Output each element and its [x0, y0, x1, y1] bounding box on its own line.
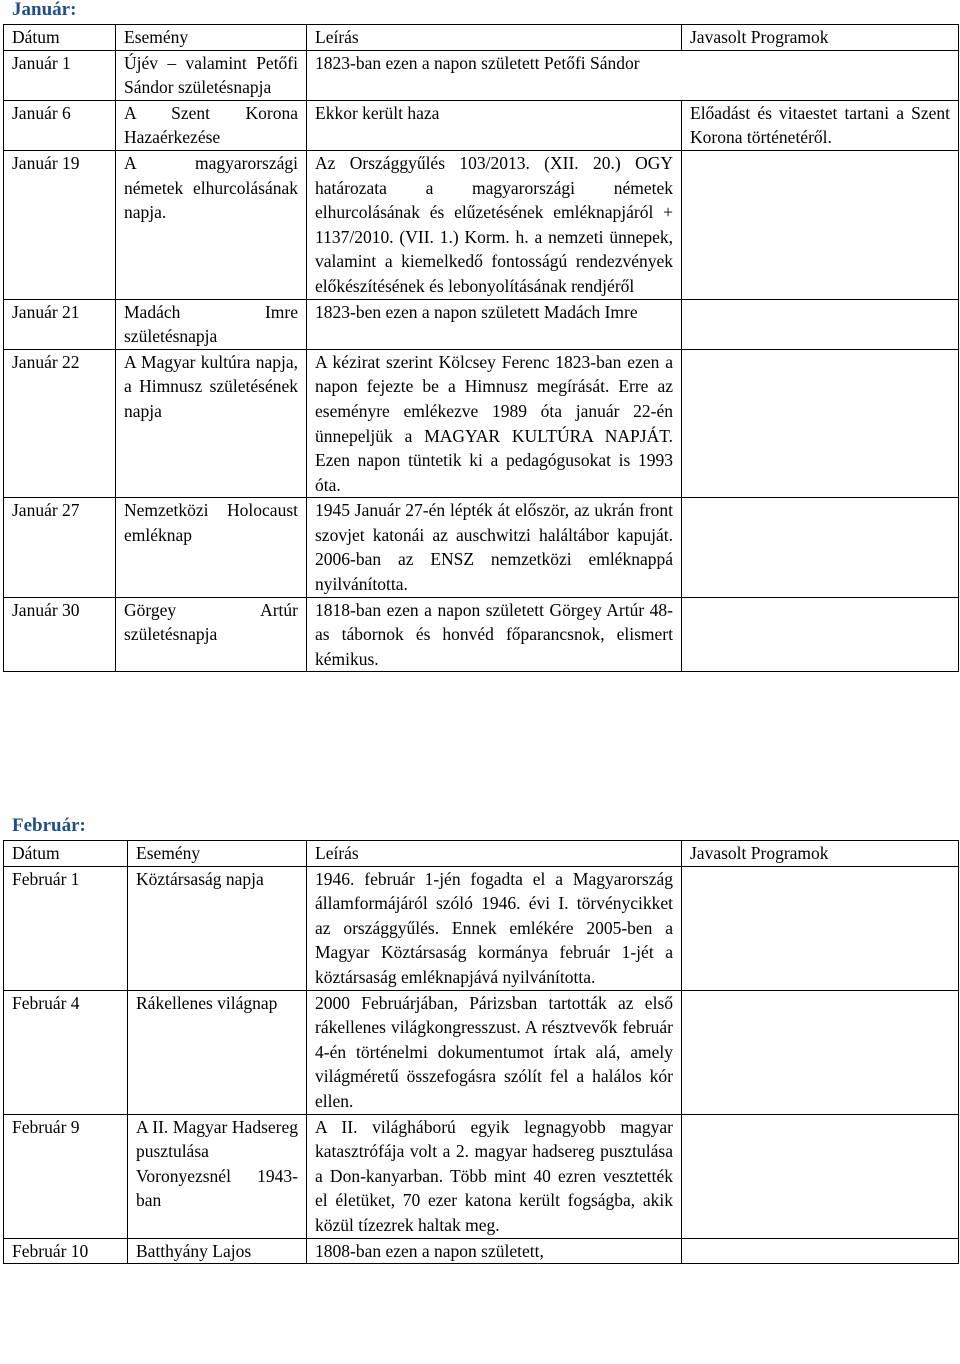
january-heading: Január: [12, 0, 77, 20]
date-cell: Január 6 [4, 100, 116, 150]
date-cell: Február 9 [4, 1114, 128, 1238]
date-cell: Január 21 [4, 299, 116, 349]
event-cell: Köztársaság napja [128, 866, 307, 990]
description-cell: 1823-ban ezen a napon született Petőfi Sándor [307, 50, 959, 100]
table-header-row [4, 841, 959, 867]
header-description: Leírás [307, 841, 682, 867]
date-cell: Január 19 [4, 150, 116, 299]
program-cell [682, 150, 959, 299]
description-cell: 1945 Január 27-én lépték át először, az ukrán front szovjet katonái az auschwitzi haláltábor kapuját. 2006-ban az ENSZ nemzetközi emléknappá nyilvánította. [307, 498, 682, 597]
description-cell: 1823-ben ezen a napon született Madách Imre [307, 299, 682, 349]
february-table [3, 840, 959, 1264]
table-row [4, 349, 959, 498]
event-cell: Rákellenes világnap [128, 990, 307, 1114]
date-cell: Január 27 [4, 498, 116, 597]
date-cell: Január 22 [4, 349, 116, 498]
header-event: Esemény [128, 841, 307, 867]
january-table [3, 24, 959, 672]
description-cell: Az Országgyűlés 103/2013. (XII. 20.) OGY határozata a magyarországi németek elhurcolásának és elűzetésének emléknapjáról + 1137/2010. (VII. 1.) Korm. h. a nemzeti ünnepek, valamint a kiemelkedő fontosságú rendezvények előkészítésének és lebonyolításának rendjéről [307, 150, 682, 299]
table-row [4, 498, 959, 597]
header-event: Esemény [116, 25, 307, 51]
table-row [4, 50, 959, 100]
description-cell: 1808-ban ezen a napon született, [307, 1238, 682, 1264]
header-programs: Javasolt Programok [682, 841, 959, 867]
event-cell: A Szent Korona Hazaérkezése [116, 100, 307, 150]
event-cell: Görgey Artúr születésnapja [116, 597, 307, 672]
program-cell [682, 1114, 959, 1238]
header-description: Leírás [307, 25, 682, 51]
table-row [4, 866, 959, 990]
description-cell: 1818-ban ezen a napon született Görgey Artúr 48-as tábornok és honvéd főparancsnok, elismert kémikus. [307, 597, 682, 672]
program-cell [682, 299, 959, 349]
program-cell [682, 597, 959, 672]
date-cell: Január 30 [4, 597, 116, 672]
table-row [4, 990, 959, 1114]
event-cell: Madách Imre születésnapja [116, 299, 307, 349]
table-row [4, 1114, 959, 1238]
header-date: Dátum [4, 25, 116, 51]
table-row [4, 1238, 959, 1264]
program-cell [682, 498, 959, 597]
description-cell: A II. világháború egyik legnagyobb magyar katasztrófája volt a 2. magyar hadsereg pusztulása a Don-kanyarban. Több mint 40 ezren vesztették el életüket, 70 ezer katona került fogságba, akik közül tízezrek haltak meg. [307, 1114, 682, 1238]
table-row [4, 597, 959, 672]
date-cell: Február 10 [4, 1238, 128, 1264]
description-cell: 2000 Februárjában, Párizsban tartották az első rákellenes világkongresszust. A résztvevők február 4-én történelmi dokumentumot írtak alá, amely világméretű összefogásra szólít fel a halálos kór ellen. [307, 990, 682, 1114]
event-cell: Nemzetközi Holocaust emléknap [116, 498, 307, 597]
program-cell [682, 866, 959, 990]
table-header-row [4, 25, 959, 51]
table-row [4, 299, 959, 349]
event-cell: Batthyány Lajos [128, 1238, 307, 1264]
header-programs: Javasolt Programok [682, 25, 959, 51]
event-cell: A Magyar kultúra napja, a Himnusz születésének napja [116, 349, 307, 498]
date-cell: Február 4 [4, 990, 128, 1114]
description-cell: A kézirat szerint Kölcsey Ferenc 1823-ban ezen a napon fejezte be a Himnusz megírását. Erre az eseményre emlékezve 1989 óta január 22-én ünnepeljük a MAGYAR KULTÚRA NAPJÁT. Ezen napon tüntetik ki a pedagógusokat is 1993 óta. [307, 349, 682, 498]
description-cell: Ekkor került haza [307, 100, 682, 150]
date-cell: Január 1 [4, 50, 116, 100]
program-cell [682, 990, 959, 1114]
header-date: Dátum [4, 841, 128, 867]
february-heading: Február: [12, 815, 86, 836]
date-cell: Február 1 [4, 866, 128, 990]
table-row [4, 100, 959, 150]
event-cell: A II. Magyar Hadsereg pusztulása Voronyezsnél 1943-ban [128, 1114, 307, 1238]
table-row [4, 150, 959, 299]
program-cell: Előadást és vitaestet tartani a Szent Korona történetéről. [682, 100, 959, 150]
event-cell: Újév – valamint Petőfi Sándor születésnapja [116, 50, 307, 100]
event-cell: A magyarországi németek elhurcolásának napja. [116, 150, 307, 299]
program-cell [682, 1238, 959, 1264]
program-cell [682, 349, 959, 498]
description-cell: 1946. február 1-jén fogadta el a Magyarország államformájáról szóló 1946. évi I. törvénycikket az országgyűlés. Ennek emlékére 2005-ben a Magyar Köztársaság kormánya február 1-jét a köztársaság emléknapjává nyilvánította. [307, 866, 682, 990]
